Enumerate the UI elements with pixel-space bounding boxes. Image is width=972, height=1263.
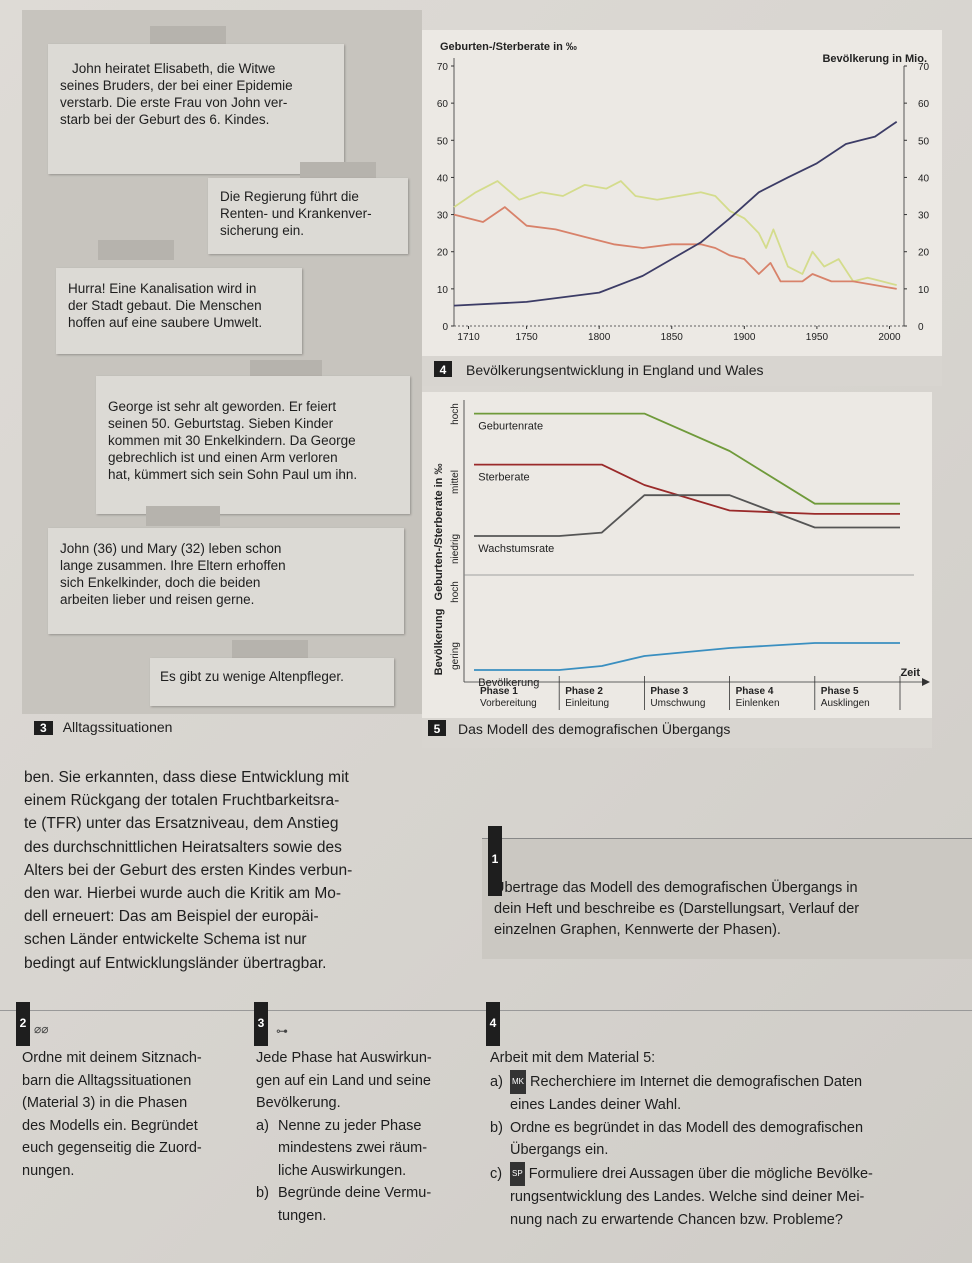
situation-line: kommen mit 30 Enkelkindern. Da George [108,433,356,448]
situation-card-2 [208,178,408,254]
task-line: des Modells ein. Begründet [22,1117,198,1134]
task-line: dein Heft und beschreibe es (Darstellungsart, Verlauf der [494,901,860,917]
situation-line: der Stadt gebaut. Die Menschen [68,298,262,313]
task-line: Ordne es begründet in das Modell des demografischen [510,1119,864,1136]
body-line: den war. Hierbei wurde auch die Kritik am Mo- [24,885,342,903]
situation-card-3 [56,268,302,354]
task-1-text [494,878,934,941]
body-text [24,766,404,975]
y-tick-label: 40 [436,173,448,185]
body-line: einem Rückgang der totalen Fruchtbarkeitsra- [24,792,340,810]
situation-line: Die Regierung führt die [220,189,359,204]
demographic-transition-model [422,392,932,750]
series-label: Sterberate [478,471,530,484]
card-tab [232,640,308,660]
item-label: b) [256,1185,269,1201]
x-tick-label: 1800 [588,332,611,343]
y-tick-label: 50 [436,136,448,148]
task-line: liche Auswirkungen. [278,1162,407,1179]
series-label: Bevölkerung [478,677,540,689]
task-line: Übergangs ein. [510,1142,609,1158]
phase-name: Phase 1 [480,686,518,697]
task-line: Ordne mit deinem Sitznach- [22,1050,202,1066]
y-tick-label: 70 [918,62,930,73]
situation-line: John (36) und Mary (32) leben schon [60,541,282,556]
caption-number: 3 [34,721,53,735]
task-line: einzelnen Graphen, Kennwerte der Phasen). [494,922,781,938]
phase-name: Phase 3 [650,686,689,697]
y-tick-label: 0 [918,322,924,333]
phase-name: Phase 2 [565,686,604,697]
situation-line: arbeiten lieber und reisen gerne. [60,592,255,607]
x-tick-label: 1900 [733,332,756,343]
card-tab [98,240,174,260]
item-label: b) [490,1119,503,1136]
task-4-number: 4 [486,1002,500,1046]
y-tick-label: 20 [436,247,448,259]
chart5-ylabel-top: Geburten-/Sterberate in ‰ [433,463,445,601]
body-line: bedingt auf Entwicklungsländer übertragbar. [24,954,327,972]
chart4-ylabel-right: Bevölkerung in Mio. [822,53,927,65]
chart5-xlabel: Zeit [900,667,920,679]
task-line: mindestens zwei räum- [278,1140,428,1156]
y-tick-label: 10 [918,284,930,296]
task-line: eines Landes deiner Wahl. [510,1097,682,1113]
task-line: Arbeit mit dem Material 5: [490,1050,656,1066]
task-1-number: 1 [488,826,502,896]
level-hoch: hoch [450,581,461,603]
task-4-text [490,1047,930,1231]
task-3-number: 3 [254,1002,268,1046]
situation-line: seines Bruders, der bei einer Epidemie [60,78,293,93]
population-chart-england [422,30,942,386]
situation-line: verstarb. Die erste Frau von John ver- [60,95,288,110]
x-tick-label: 1950 [805,332,829,343]
body-line: te (TFR) unter das Ersatzniveau, dem Anstieg [24,815,339,833]
x-tick-label: 1710 [457,332,480,343]
level-niedrig: niedrig [450,533,461,565]
task-line: (Material 3) in die Phasen [22,1095,188,1111]
y-tick-label: 30 [436,210,448,222]
situation-line: sicherung ein. [220,223,305,238]
situation-line: starb bei der Geburt des 6. Kindes. [60,112,270,127]
x-tick-label: 1850 [660,332,683,343]
situation-card-6 [150,658,394,706]
situation-card-5 [48,528,404,634]
key-icon: ⊶ [276,1024,288,1038]
situation-line: hoffen auf eine saubere Umwelt. [68,315,263,330]
task-line: nung nach zu erwartende Chancen bzw. Probleme? [510,1211,843,1228]
chart4-caption-number: 4 [439,363,447,377]
card-tab [150,26,226,46]
chart5-caption-number: 5 [433,722,441,736]
situation-line: Hurra! Eine Kanalisation wird in [68,281,257,296]
body-line: Alters bei der Geburt des ersten Kindes verbun- [24,861,353,879]
situation-card-4 [96,376,410,514]
speaking-icon: SP [510,1162,525,1187]
task-2-number: 2 [16,1002,30,1046]
y-tick-label: 60 [436,99,448,111]
y-tick-label: 20 [918,247,930,259]
y-tick-label: 40 [918,173,930,185]
caption-text: Alltagssituationen [62,719,173,735]
situation-line: lange zusammen. Ihre Eltern erhoffen [60,558,286,573]
task-2-text [22,1047,252,1182]
situation-line: Es gibt zu wenige Altenpfleger. [160,669,344,684]
situation-line: seinen 50. Geburtstag. Sieben Kinder [108,416,334,431]
chart4-ylabel-left: Geburten-/Sterberate in ‰ [440,41,577,53]
partner-work-icon: ⌀⌀ [34,1022,49,1036]
task-line: Begründe deine Vermu- [278,1185,432,1201]
task-line: tungen. [278,1207,327,1224]
item-label: a) [490,1073,503,1090]
item-label: c) [490,1165,503,1182]
phase-label: Einleitung [565,698,610,709]
body-line: dell erneuert: Das am Beispiel der europäi- [24,908,319,926]
series-label: Wachstumsrate [478,543,555,555]
task-line: barn die Alltagssituationen [22,1072,192,1089]
chart-background [422,392,932,718]
item-label: a) [256,1117,269,1134]
x-tick-label: 1750 [515,332,538,343]
task-line: euch gegenseitig die Zuord- [22,1140,202,1156]
level-gering: gering [450,642,461,670]
task-3-text [256,1047,482,1227]
level-hoch: hoch [450,403,461,425]
task-line: gen auf ein Land und seine [256,1072,431,1089]
y-tick-label: 70 [436,62,448,73]
phase-name: Phase 5 [820,686,859,697]
task-line: Formuliere drei Aussagen über die mögliche Bevölke- [528,1165,873,1182]
situation-line: George ist sehr alt geworden. Er feiert [108,399,337,414]
level-mittel: mittel [450,470,461,494]
task-line: Übertrage das Modell des demografischen Übergangs in [494,880,858,896]
task-line: rungsentwicklung des Landes. Welche sind deiner Mei- [510,1189,865,1205]
y-tick-label: 60 [918,99,930,111]
body-line: schen Länder entwickelte Schema ist nur [24,931,307,949]
chart4-caption: Bevölkerungsentwicklung in England und Wales [466,362,764,378]
phase-label: Ausklingen [820,698,870,709]
phase-label: Umschwung [650,698,706,709]
card-tab [146,506,220,526]
task-line: nungen. [22,1162,75,1179]
body-line: des durchschnittlichen Heiratsalters sowie des [24,838,342,856]
y-tick-label: 10 [436,284,448,296]
y-tick-label: 0 [442,322,448,333]
task-line: Jede Phase hat Auswirkun- [256,1050,432,1066]
body-line: ben. Sie erkannten, dass diese Entwicklung mit [24,769,349,786]
task-line: Nenne zu jeder Phase [278,1117,422,1134]
chart5-caption: Das Modell des demografischen Übergangs [458,721,731,737]
situation-line: gebrechlich ist und einen Arm verloren [108,450,338,465]
situation-line: sich Enkelkinder, doch die beiden [60,575,261,590]
y-tick-label: 30 [918,210,930,222]
y-tick-label: 50 [918,136,930,148]
task-line: Recherchiere im Internet die demografischen Daten [530,1073,863,1090]
series-label: Geburtenrate [478,420,544,433]
task-line: Bevölkerung. [256,1095,341,1111]
situation-line: Renten- und Krankenver- [220,206,372,221]
situation-line: hat, kümmert sich sein Sohn Paul um ihn. [108,467,358,482]
media-competence-icon: MK [510,1070,526,1095]
situation-line: John heiratet Elisabeth, die Witwe [72,61,276,76]
situation-card-1 [48,44,344,174]
chart5-ylabel-bottom: Bevölkerung [433,608,445,676]
phase-label: Einlenken [735,698,780,709]
x-tick-label: 2000 [878,332,901,343]
phase-label: Vorbereitung [480,698,537,709]
phase-name: Phase 4 [735,686,774,697]
material-3-caption [34,719,172,735]
